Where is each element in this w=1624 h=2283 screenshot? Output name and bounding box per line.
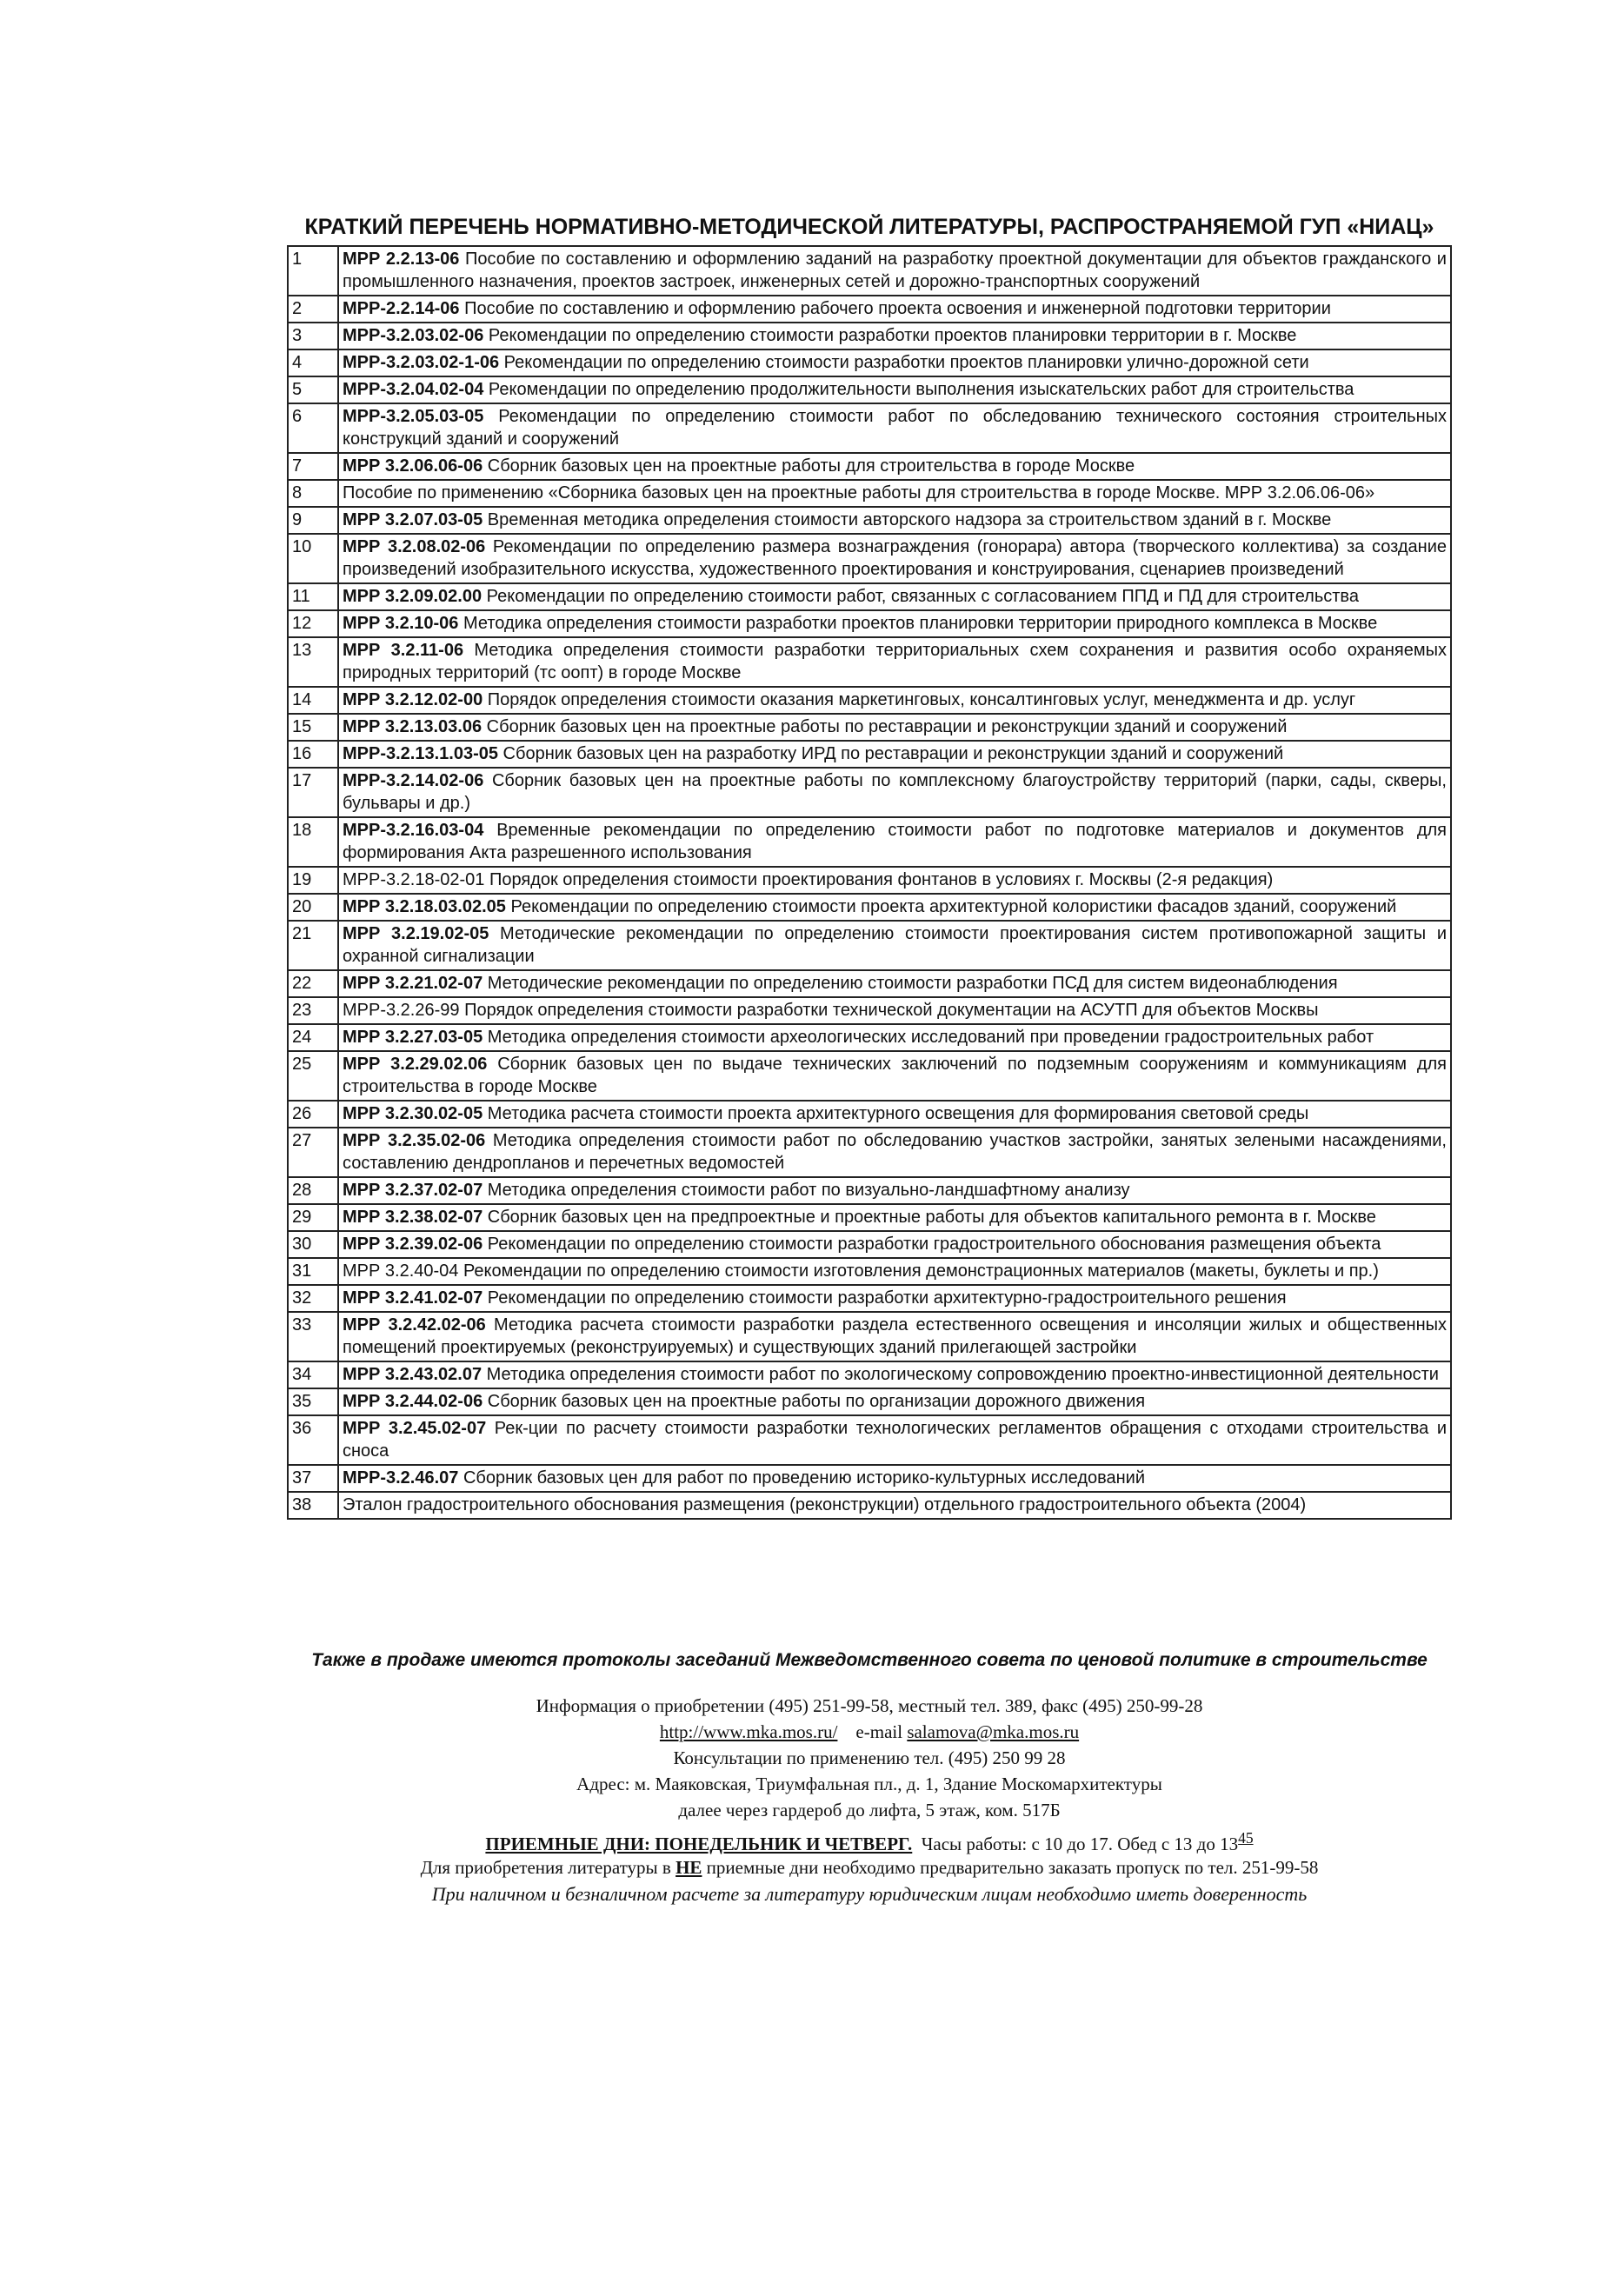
document-title: Рек-ции по расчету стоимости разработки технологических регламентов обращения с отходами строительства и сноса: [343, 1419, 1447, 1461]
document-title: Методика определения стоимости разработки проектов планировки территории природного комплекса в Москве: [458, 614, 1378, 633]
row-description: [338, 970, 1451, 997]
document-title: Сборник базовых цен на предпроектные и проектные работы для объектов капитального ремонта в г. Москве: [483, 1208, 1376, 1227]
document-title: Порядок определения стоимости оказания маркетинговых, консалтинговых услуг, менеджмента и др. услуг: [483, 690, 1356, 709]
document-code: МРР 3.2.39.02-06: [343, 1235, 483, 1254]
table-row: [288, 970, 1451, 997]
document-code: МРР-3.2.03.02-1-06: [343, 353, 500, 372]
row-description: [338, 714, 1451, 741]
table-row: [288, 296, 1451, 323]
document-code: МРР 3.2.29.02.06: [343, 1055, 488, 1074]
table-row: [288, 1258, 1451, 1285]
document-title: Методика расчета стоимости проекта архитектурного освещения для формирования световой среды: [483, 1104, 1309, 1123]
document-title: Сборник базовых цен для работ по проведению историко-культурных исследований: [458, 1468, 1146, 1488]
document-title: Методические рекомендации по определению стоимости разработки ПСД для систем видеонаблюдения: [483, 974, 1338, 993]
row-description: [338, 296, 1451, 323]
row-number: 35: [288, 1388, 338, 1415]
document-title: Сборник базовых цен на проектные работы по комплексному благоустройству территорий (парки, сады, скверы, бульвары и др.): [343, 771, 1447, 813]
table-row: [288, 867, 1451, 894]
document-code: МРР 3.2.10-06: [343, 614, 459, 633]
row-number: 30: [288, 1231, 338, 1258]
table-row: [288, 1231, 1451, 1258]
row-description: [338, 403, 1451, 453]
table-row: [288, 1051, 1451, 1101]
directions-line: далее через гардероб до лифта, 5 этаж, ком. 517Б: [678, 1800, 1061, 1820]
table-row: [288, 1492, 1451, 1519]
row-description: [338, 1388, 1451, 1415]
row-number: 5: [288, 376, 338, 403]
document-title: Рекомендации по определению стоимости разработки архитектурно-градостроительного решения: [483, 1288, 1287, 1308]
table-row: [288, 583, 1451, 610]
table-row: [288, 1361, 1451, 1388]
document-title: Рекомендации по определению стоимости проекта архитектурной колористики фасадов зданий, сооружений: [505, 897, 1397, 916]
document-code: МРР-2.2.14-06: [343, 299, 460, 318]
document-title: МРР-3.2.18-02-01 Порядок определения стоимости проектирования фонтанов в условиях г. Москвы (2-я редакция): [343, 870, 1274, 889]
row-description: [338, 1465, 1451, 1492]
document-title: Методические рекомендации по определению стоимости проектирования систем противопожарной защиты и охранной сигнализации: [343, 924, 1447, 966]
row-number: 10: [288, 534, 338, 583]
document-code: МРР 3.2.06.06-06: [343, 456, 483, 476]
row-description: [338, 768, 1451, 817]
row-description: [338, 1177, 1451, 1204]
row-description: [338, 349, 1451, 376]
row-description: [338, 453, 1451, 480]
document-code: МРР 3.2.44.02-06: [343, 1392, 483, 1411]
document-code: МРР 3.2.42.02-06: [343, 1315, 486, 1335]
row-description: [338, 867, 1451, 894]
pass-order-post: приемные дни необходимо предварительно заказать пропуск по тел. 251-99-58: [706, 1857, 1319, 1878]
reception-days: ПРИЕМНЫЕ ДНИ: ПОНЕДЕЛЬНИК И ЧЕТВЕРГ.: [485, 1834, 913, 1854]
document-code: МРР 3.2.19.02-05: [343, 924, 489, 943]
row-number: 27: [288, 1128, 338, 1177]
document-title: Методика определения стоимости работ по визуально-ландшафтному анализу: [483, 1181, 1130, 1200]
row-number: 17: [288, 768, 338, 817]
table-row: [288, 768, 1451, 817]
document-title: Сборник базовых цен по выдаче технических заключений по подземным сооружениям и коммуникациям для строительства в городе Москве: [343, 1055, 1447, 1096]
row-number: 1: [288, 246, 338, 296]
table-row: [288, 714, 1451, 741]
row-description: [338, 583, 1451, 610]
row-number: 31: [288, 1258, 338, 1285]
document-title: Сборник базовых цен на проектные работы для строительства в городе Москве: [483, 456, 1135, 476]
row-description: [338, 1051, 1451, 1101]
document-code: МРР 3.2.08.02-06: [343, 537, 486, 556]
table-row: [288, 1024, 1451, 1051]
contacts-line: [278, 1721, 1461, 1743]
row-description: [338, 1415, 1451, 1465]
document-title: Эталон градостроительного обоснования размещения (реконструкции) отдельного градостроительного объекта (2004): [343, 1495, 1307, 1514]
document-title: Рекомендации по определению стоимости работ, связанных с согласованием ППД и ПД для строительства: [482, 587, 1359, 606]
document-title: Сборник базовых цен на разработку ИРД по реставрации и реконструкции зданий и сооружений: [498, 744, 1284, 763]
row-description: [338, 534, 1451, 583]
table-row: [288, 1128, 1451, 1177]
row-number: 18: [288, 817, 338, 867]
row-number: 11: [288, 583, 338, 610]
pass-order-line: [278, 1857, 1461, 1879]
document-title: МРР-3.2.26-99 Порядок определения стоимости разработки технической документации на АСУТП для объектов Москвы: [343, 1001, 1319, 1020]
website-link[interactable]: http://www.mka.mos.ru/: [659, 1721, 838, 1742]
row-number: 7: [288, 453, 338, 480]
row-description: [338, 323, 1451, 349]
literature-table: [287, 245, 1452, 1520]
document-code: МРР 3.2.11-06: [343, 641, 464, 660]
document-code: МРР-3.2.16.03-04: [343, 821, 484, 840]
document-code: МРР 3.2.35.02-06: [343, 1131, 486, 1150]
pass-order-ne: НЕ: [676, 1857, 702, 1878]
document-title: Рекомендации по определению размера вознаграждения (гонорара) автора (творческого коллектива) за создание произведений изобразительного искусства, художественного проектирования и конструирования, сценариев произведений: [343, 537, 1447, 579]
table-row: [288, 921, 1451, 970]
document-code: МРР 3.2.12.02-00: [343, 690, 483, 709]
working-hours-minutes: 45: [1238, 1829, 1254, 1847]
row-number: 23: [288, 997, 338, 1024]
table-row: [288, 323, 1451, 349]
page-title: КРАТКИЙ ПЕРЕЧЕНЬ НОРМАТИВНО-МЕТОДИЧЕСКОЙ ЛИТЕРАТУРЫ, РАСПРОСТРАНЯЕМОЙ ГУП «НИАЦ»: [304, 215, 1434, 239]
row-number: 14: [288, 687, 338, 714]
row-description: [338, 1258, 1451, 1285]
row-description: [338, 894, 1451, 921]
row-description: [338, 480, 1451, 507]
row-number: 26: [288, 1101, 338, 1128]
document-code: МРР 3.2.30.02-05: [343, 1104, 483, 1123]
document-code: МРР 3.2.37.02-07: [343, 1181, 483, 1200]
document-code: МРР-3.2.46.07: [343, 1468, 459, 1488]
table-row: [288, 376, 1451, 403]
table-row: [288, 1101, 1451, 1128]
row-description: [338, 376, 1451, 403]
document-title: МРР 3.2.40-04 Рекомендации по определению стоимости изготовления демонстрационных материалов (макеты, буклеты и пр.): [343, 1261, 1379, 1281]
document-title: Пособие по составлению и оформлению рабочего проекта освоения и инженерной подготовки территории: [459, 299, 1331, 318]
working-hours: Часы работы: с 10 до 17. Обед с 13 до 13: [921, 1834, 1239, 1854]
document-code: МРР-3.2.04.02-04: [343, 380, 484, 399]
row-number: 3: [288, 323, 338, 349]
table-row: [288, 817, 1451, 867]
row-number: 28: [288, 1177, 338, 1204]
address-line: Адрес: м. Маяковская, Триумфальная пл., д. 1, Здание Москомархитектуры: [576, 1774, 1162, 1794]
consultation-line: Консультации по применению тел. (495) 250 99 28: [673, 1747, 1066, 1768]
row-number: 29: [288, 1204, 338, 1231]
document-title: Пособие по составлению и оформлению заданий на разработку проектной документации для объектов гражданского и промышленного назначения, проектов застроек, инженерных сетей и дорожно-транспортных сооружений: [343, 250, 1447, 291]
row-number: 32: [288, 1285, 338, 1312]
document-title: Временная методика определения стоимости авторского надзора за строительством зданий в г. Москве: [483, 510, 1332, 529]
also-for-sale-note: Также в продаже имеются протоколы заседаний Межведомственного совета по ценовой политике в строительстве: [311, 1650, 1428, 1670]
document-title: Рекомендации по определению продолжительности выполнения изыскательских работ для строительства: [483, 380, 1354, 399]
row-description: [338, 1024, 1451, 1051]
row-number: 2: [288, 296, 338, 323]
row-description: [338, 741, 1451, 768]
row-number: 37: [288, 1465, 338, 1492]
table-row: [288, 480, 1451, 507]
row-number: 19: [288, 867, 338, 894]
table-row: [288, 507, 1451, 534]
row-number: 34: [288, 1361, 338, 1388]
table-row: [288, 453, 1451, 480]
document-title: Сборник базовых цен на проектные работы по организации дорожного движения: [483, 1392, 1146, 1411]
row-description: [338, 921, 1451, 970]
document-code: МРР-3.2.05.03-05: [343, 407, 484, 426]
document-title: Рекомендации по определению стоимости работ по обследованию технического состояния строительных конструкций зданий и сооружений: [343, 407, 1447, 449]
document-code: МРР 3.2.09.02.00: [343, 587, 483, 606]
table-row: [288, 1285, 1451, 1312]
table-row: [288, 403, 1451, 453]
row-number: 13: [288, 637, 338, 687]
document-title: Рекомендации по определению стоимости разработки градостроительного обоснования размещения объекта: [483, 1235, 1381, 1254]
row-number: 20: [288, 894, 338, 921]
document-code: МРР-3.2.14.02-06: [343, 771, 484, 790]
row-description: [338, 1101, 1451, 1128]
row-number: 8: [288, 480, 338, 507]
document-code: МРР-3.2.13.1.03-05: [343, 744, 498, 763]
purchase-info-line: Информация о приобретении (495) 251-99-58, местный тел. 389, факс (495) 250-99-28: [536, 1695, 1203, 1716]
table-row: [288, 1388, 1451, 1415]
power-of-attorney-line: При наличном и безналичном расчете за литературу юридическим лицам необходимо иметь доверенность: [431, 1883, 1308, 1905]
document-code: МРР 3.2.07.03-05: [343, 510, 483, 529]
table-row: [288, 687, 1451, 714]
row-number: 38: [288, 1492, 338, 1519]
document-title: Методика определения стоимости работ по экологическому сопровождению проектно-инвестиционной деятельности: [482, 1365, 1439, 1384]
row-description: [338, 817, 1451, 867]
row-number: 9: [288, 507, 338, 534]
table-row: [288, 1465, 1451, 1492]
row-description: [338, 1128, 1451, 1177]
row-number: 24: [288, 1024, 338, 1051]
email-link[interactable]: salamova@mka.mos.ru: [907, 1721, 1080, 1742]
table-row: [288, 610, 1451, 637]
document-title: Рекомендации по определению стоимости разработки проектов планировки территории в г. Москве: [483, 326, 1297, 345]
row-number: 16: [288, 741, 338, 768]
row-description: [338, 637, 1451, 687]
row-number: 36: [288, 1415, 338, 1465]
table-row: [288, 637, 1451, 687]
row-description: [338, 610, 1451, 637]
document-code: МРР 3.2.27.03-05: [343, 1028, 483, 1047]
document-title: Рекомендации по определению стоимости разработки проектов планировки улично-дорожной сети: [499, 353, 1309, 372]
row-description: [338, 687, 1451, 714]
row-description: [338, 1492, 1451, 1519]
document-code: МРР 3.2.41.02-07: [343, 1288, 483, 1308]
row-description: [338, 1204, 1451, 1231]
table-row: [288, 1204, 1451, 1231]
document-code: МРР 3.2.45.02-07: [343, 1419, 487, 1438]
document-code: МРР 3.2.38.02-07: [343, 1208, 483, 1227]
document-title: Методика расчета стоимости разработки раздела естественного освещения и инсоляции жилых и общественных помещений проектируемых (реконструируемых) и существующих зданий прилегающей застройки: [343, 1315, 1447, 1357]
reception-days-line: [278, 1829, 1461, 1855]
row-description: [338, 1312, 1451, 1361]
document-code: МРР 3.2.43.02.07: [343, 1365, 483, 1384]
document-code: МРР 3.2.13.03.06: [343, 717, 483, 736]
document-title: Методика определения стоимости разработки территориальных схем сохранения и развития особо охраняемых природных территорий (тс оопт) в городе Москве: [343, 641, 1447, 682]
document-code: МРР-3.2.03.02-06: [343, 326, 484, 345]
table-row: [288, 741, 1451, 768]
pass-order-pre: Для приобретения литературы в: [420, 1857, 671, 1878]
document-title: Пособие по применению «Сборника базовых цен на проектные работы для строительства в городе Москве. МРР 3.2.06.06-06»: [343, 483, 1375, 503]
row-number: 21: [288, 921, 338, 970]
table-row: [288, 246, 1451, 296]
document-code: МРР 3.2.21.02-07: [343, 974, 483, 993]
table-row: [288, 894, 1451, 921]
row-number: 15: [288, 714, 338, 741]
row-description: [338, 507, 1451, 534]
document-title: Сборник базовых цен на проектные работы по реставрации и реконструкции зданий и сооружений: [482, 717, 1288, 736]
literature-table-body: [288, 246, 1451, 1519]
row-description: [338, 997, 1451, 1024]
table-row: [288, 534, 1451, 583]
row-description: [338, 246, 1451, 296]
row-number: 25: [288, 1051, 338, 1101]
row-number: 4: [288, 349, 338, 376]
document-code: МРР 3.2.18.03.02.05: [343, 897, 506, 916]
table-row: [288, 349, 1451, 376]
document-title: Временные рекомендации по определению стоимости работ по подготовке материалов и документов для формирования Акта разрешенного использования: [343, 821, 1447, 862]
document-code: МРР 2.2.13-06: [343, 250, 460, 269]
row-number: 22: [288, 970, 338, 997]
row-description: [338, 1231, 1451, 1258]
document-title: Методика определения стоимости работ по обследованию участков застройки, занятых зелеными насаждениями, составлению дендропланов и перечетных ведомостей: [343, 1131, 1447, 1173]
document-title: Методика определения стоимости археологических исследований при проведении градостроительных работ: [483, 1028, 1374, 1047]
row-number: 12: [288, 610, 338, 637]
email-label: e-mail: [855, 1721, 903, 1742]
row-number: 6: [288, 403, 338, 453]
row-number: 33: [288, 1312, 338, 1361]
table-row: [288, 1177, 1451, 1204]
table-row: [288, 997, 1451, 1024]
row-description: [338, 1361, 1451, 1388]
row-description: [338, 1285, 1451, 1312]
table-row: [288, 1415, 1451, 1465]
table-row: [288, 1312, 1451, 1361]
